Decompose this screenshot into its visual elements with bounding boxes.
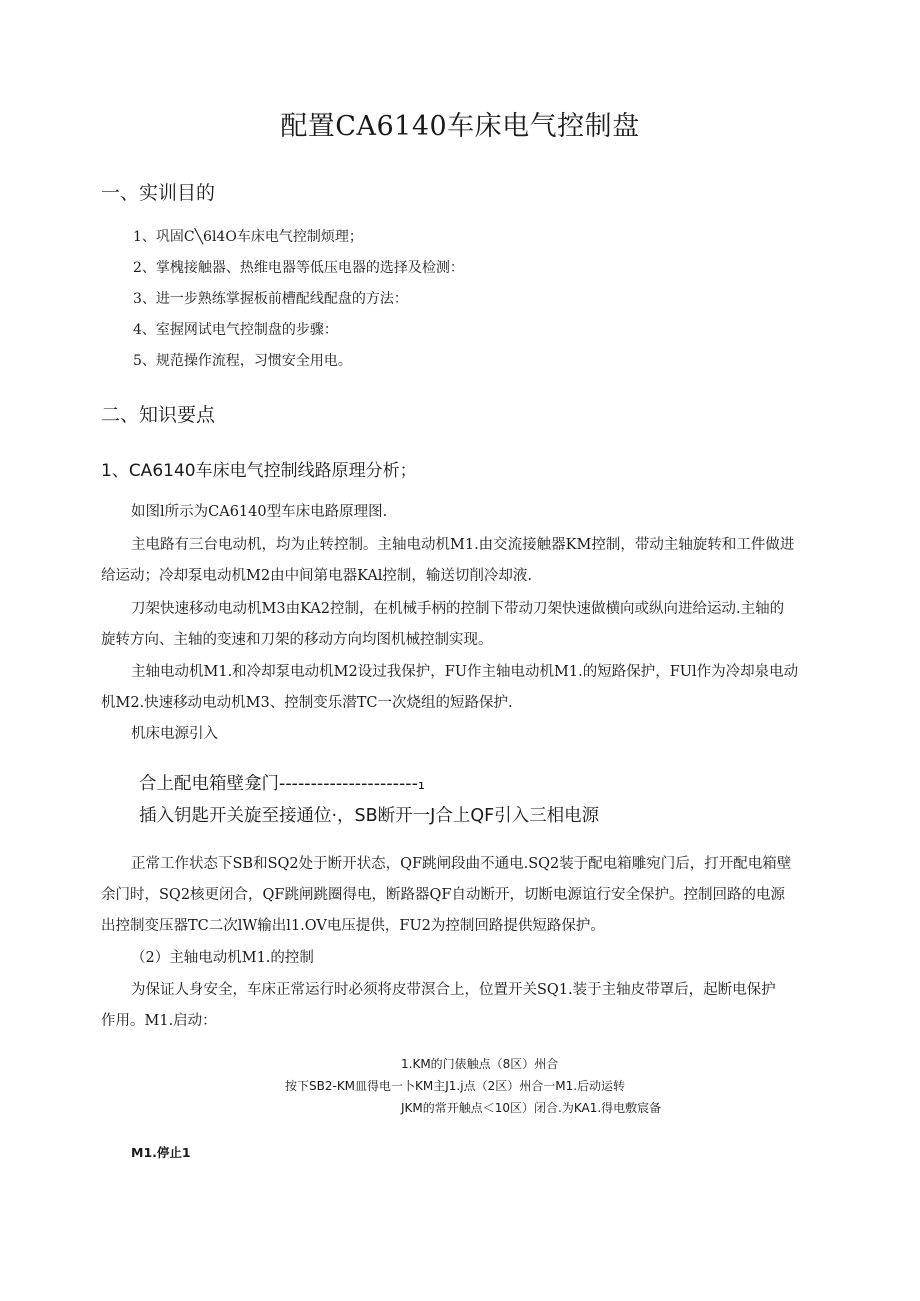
objective-item-3: 3、进一步熟练掌握板前槽配线配盘的方法： [133, 291, 408, 307]
objective-item-4: 4、室握网试电气控制盘的步骤： [133, 322, 338, 338]
paragraph-line: 如图l所示为CA6140型车床电路原理图. [131, 504, 388, 520]
paragraph-line: 机床电源引入 [131, 726, 218, 742]
stop-label: M1.停止1 [131, 1145, 191, 1160]
objective-item-2: 2、掌槐接触器、热维电器等低压电器的选择及检测： [133, 260, 464, 276]
diagram-line-1: 1.KM的门俵触点（8区）州合 [401, 1057, 559, 1071]
paragraph-line: 为保证人身安全，车床正常运行时必须将皮带溟合上，位置开关SQ1.装于主轴皮带罩后，起断电保护 [131, 982, 776, 998]
paragraph-line: 给运动；冷却泵电动机M2由中间第电器KAl控制，输送切削冷却液. [101, 568, 533, 584]
diagram-line-3: JKM的常开触点＜10区）闭合.为KA1.得电敷宸备 [401, 1101, 662, 1115]
paragraph-line: 出控制变压器TC二次lW输出l1.OV电压提供，FU2为控制回路提供短路保护。 [101, 918, 605, 934]
section-heading-objectives: 一、实训目的 [101, 182, 216, 204]
flow-step-1: 合上配电箱壁龛门----------------------₁ [139, 774, 425, 794]
paragraph-line: 正常工作状态下SB和SQ2处于断开状态，QF跳闸段曲不通电.SQ2装于配电箱雕宛门后，打开配电箱壁 [131, 856, 792, 872]
page-title: 配置CA6140车床电气控制盘 [280, 111, 640, 142]
paragraph-line: 余门时，SQ2核更闭合，QF跳闸跳圈得电，断路器QF自动断开，切断电源谊行安全保护。控制回路的电源 [101, 887, 785, 903]
paragraph-line: 旋转方向、主轴的变速和刀架的移动方向均图机械控制实现。 [101, 632, 493, 648]
paragraph-line: 刀架快速移动电动机M3由KA2控制，在机械手柄的控制下带动刀架快速做横向或纵向进给运动.主轴的 [131, 601, 785, 617]
section-heading-knowledge: 二、知识要点 [101, 404, 216, 426]
objective-item-5: 5、规范操作流程，习惯安全用电。 [133, 353, 352, 369]
paragraph-line: 作用。M1.启动： [101, 1013, 217, 1029]
flow-step-2: 插入钥匙开关旋至接通位·，SB断开一J合上QF引入三相电源 [139, 806, 600, 826]
subsection-heading: 1、CA6140车床电气控制线路原理分析； [101, 461, 417, 481]
diagram-line-2: 按下SB2-KM皿得电一卜KM主J1.j点（2区）州合一M1.后动运转 [285, 1079, 626, 1093]
paragraph-line: （2）主轴电动机M1.的控制 [131, 950, 314, 966]
paragraph-line: 主电路有三台电动机，均为止转控制。主轴电动机M1.由交流接触器KM控制，带动主轴旋转和工件做进 [131, 537, 795, 553]
objective-item-1: 1、巩固C╲6l4O车床电气控制烦理； [133, 229, 363, 245]
paragraph-line: 机M2.快速移动电动机M3、控制变乐潜TC一次烧组的短路保护. [101, 695, 513, 711]
paragraph-line: 主轴电动机M1.和冷却泵电动机M2设过我保护，FU作主轴电动机M1.的短路保护，FUl作为冷却泉电动 [131, 664, 799, 680]
